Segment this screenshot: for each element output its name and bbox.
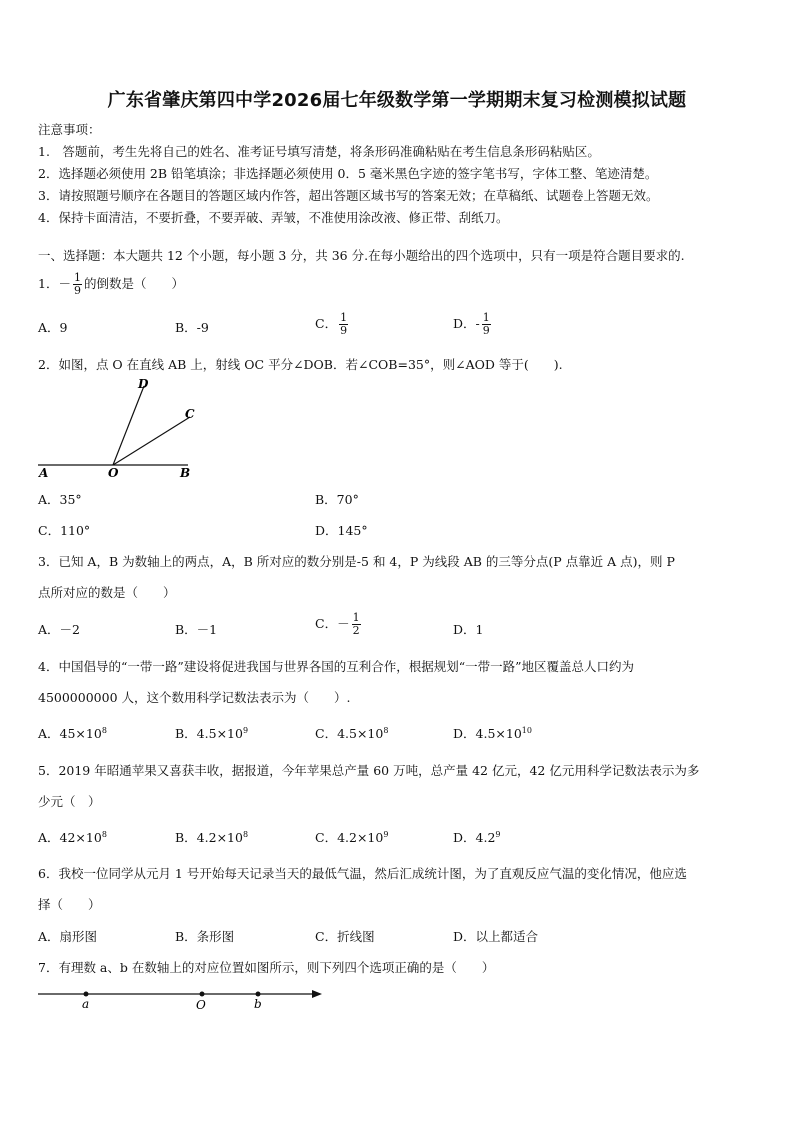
q3-c-fraction [352, 612, 361, 637]
label-c: C [185, 407, 195, 421]
q4-b-exp: 9 [242, 725, 249, 735]
q6-option-a: A．扇形图 [38, 929, 98, 944]
point-b [256, 992, 261, 997]
q1-option-c [315, 312, 350, 337]
q5-option-a [38, 828, 107, 846]
q5-a-exp: 8 [101, 829, 107, 839]
q4-option-a [38, 724, 107, 742]
q1-d-prefix: D．- [453, 316, 480, 331]
q1-option-d [453, 312, 493, 337]
q6-option-b: B．条形图 [175, 929, 235, 944]
q1-option-b: B．-9 [175, 320, 209, 335]
q5-c-exp: 9 [383, 829, 389, 839]
ray-oc [113, 417, 190, 465]
ray-od [113, 386, 144, 465]
notice-item-3: 3．请按照题号顺序在各题目的答题区域内作答，超出答题区域书写的答案无效；在草稿纸、试题卷上答题无效。 [38, 188, 659, 203]
q1-frac-num: 1 [73, 271, 81, 284]
q4-b-base: B．4.5×10 [175, 726, 243, 741]
q4-c-base: C．4.5×10 [315, 726, 384, 741]
question-5-line-2: 少元（ ） [38, 794, 101, 809]
q3-c-den: 2 [352, 624, 360, 637]
q7-number-line [30, 982, 330, 1016]
q1-fraction [73, 272, 82, 297]
label-a: A [39, 466, 49, 480]
q3-option-d: D．1 [453, 622, 484, 637]
q1-d-fraction [482, 312, 491, 337]
question-4-line-1: 4．中国倡导的“一带一路”建设将促进我国与世界各国的互利合作，根据规划“一带一路”地区覆盖总人口约为 [38, 659, 635, 674]
q4-option-c [315, 724, 388, 742]
q5-option-c [315, 828, 388, 846]
q4-c-exp: 8 [383, 725, 389, 735]
question-7-stem: 7．有理数 a、b 在数轴上的对应位置如图所示，则下列四个选项正确的是（ ） [38, 960, 495, 975]
q5-b-base: B．4.2×10 [175, 830, 243, 845]
q2-option-b: B．70° [315, 492, 359, 507]
q4-option-d [453, 724, 532, 742]
label-d: D [138, 377, 149, 391]
question-3-line-1: 3．已知 A，B 为数轴上的两点，A，B 所对应的数分别是-5 和 4，P 为线段 AB 的三等分点(P 点靠近 A 点)，则 P [38, 554, 675, 569]
q1-d-den: 9 [482, 324, 490, 337]
notice-heading: 注意事项： [38, 122, 101, 137]
question-1-stem [38, 272, 184, 297]
question-5-line-1: 5．2019 年昭通苹果又喜获丰收，据报道，今年苹果总产量 60 万吨，总产量 42 亿元，42 亿元用科学记数法表示为多 [38, 763, 700, 778]
label-a: a [82, 997, 90, 1011]
q1-frac-den: 9 [73, 284, 81, 297]
q3-option-c [315, 612, 363, 637]
q5-b-exp: 8 [242, 829, 249, 839]
q4-a-exp: 8 [101, 725, 107, 735]
label-b: B [180, 466, 191, 480]
notice-item-2: 2．选择题必须使用 2B 铅笔填涂；非选择题必须使用 0．5 毫米黑色字迹的签字笔书写，字体工整、笔迹清楚。 [38, 166, 658, 181]
label-origin: O [196, 998, 206, 1012]
q1-c-prefix: C． [315, 316, 338, 331]
q4-d-exp: 10 [521, 725, 532, 735]
question-3-line-2: 点所对应的数是（ ） [38, 585, 176, 600]
number-line-arrow [312, 990, 322, 998]
q2-option-d: D．145° [315, 523, 368, 538]
q4-d-base: D．4.5×10 [453, 726, 522, 741]
q5-a-base: A．42×10 [38, 830, 102, 845]
q1-suffix: 的倒数是（ ） [83, 276, 184, 291]
notice-item-4: 4．保持卡面清洁，不要折叠，不要弄破、弄皱，不准使用涂改液、修正带、刮纸刀。 [38, 210, 509, 225]
section-heading: 一、选择题：本大题共 12 个小题，每小题 3 分，共 36 分.在每小题给出的四个选项中，只有一项是符合题目要求的. [38, 248, 685, 263]
q3-option-b: B．－1 [175, 622, 218, 637]
page-title: 广东省肇庆第四中学2026届七年级数学第一学期期末复习检测模拟试题 [107, 90, 687, 111]
q5-c-base: C．4.2×10 [315, 830, 384, 845]
q1-prefix: 1．－ [38, 276, 71, 291]
label-b: b [254, 997, 262, 1011]
q5-d-base: D．4.2 [453, 830, 496, 845]
point-a [84, 992, 89, 997]
question-6-line-2: 择（ ） [38, 897, 101, 912]
q4-option-b [175, 724, 248, 742]
q6-option-d: D．以上都适合 [453, 929, 539, 944]
q3-c-prefix: C．－ [315, 616, 350, 631]
question-4-line-2: 4500000000 人，这个数用科学记数法表示为（ ）. [38, 690, 351, 705]
q2-option-c: C．110° [38, 523, 91, 538]
q1-c-fraction [339, 312, 348, 337]
q4-a-base: A．45×10 [38, 726, 102, 741]
q5-option-d [453, 828, 501, 846]
q1-d-num: 1 [482, 311, 490, 324]
q5-d-exp: 9 [495, 829, 501, 839]
q1-c-den: 9 [340, 324, 348, 337]
notice-item-1: 1. 答题前，考生先将自己的姓名、准考证号填写清楚，将条形码准确粘贴在考生信息条形码粘贴区。 [38, 144, 600, 159]
q1-c-num: 1 [340, 311, 348, 324]
q1-option-a: A．9 [38, 320, 68, 335]
q5-option-b [175, 828, 248, 846]
question-2-stem: 2．如图，点 O 在直线 AB 上，射线 OC 平分∠DOB．若∠COB=35°，则∠AOD 等于( ). [38, 357, 563, 372]
q6-option-c: C．折线图 [315, 929, 375, 944]
label-o: O [108, 466, 119, 480]
q2-option-a: A．35° [38, 492, 82, 507]
q3-c-num: 1 [352, 611, 360, 624]
q3-option-a: A．－2 [38, 622, 80, 637]
q2-angle-figure [30, 372, 210, 482]
question-6-line-1: 6．我校一位同学从元月 1 号开始每天记录当天的最低气温，然后汇成统计图，为了直观反应气温的变化情况，他应选 [38, 866, 687, 881]
point-origin [200, 992, 205, 997]
